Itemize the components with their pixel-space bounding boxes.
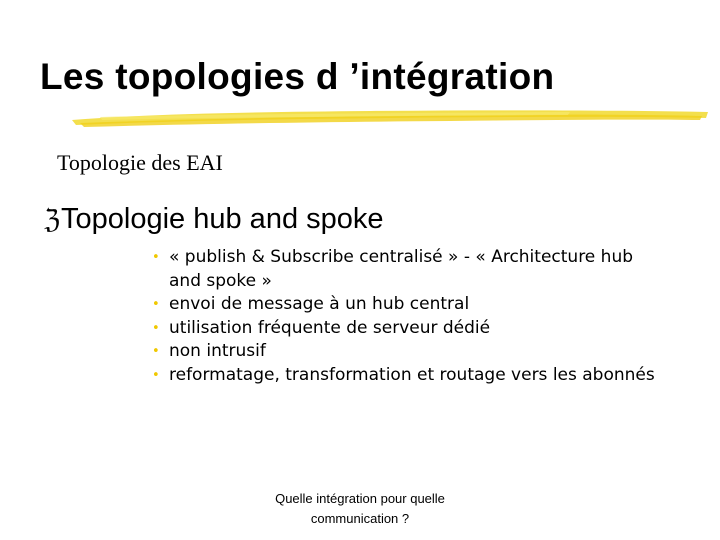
list-item [152,246,692,293]
list-item [152,293,692,317]
list-item [152,364,692,388]
bullet-dot-icon: • [152,320,160,336]
bullet-dot-icon: • [152,297,160,312]
slide-title: Les topologies d ’intégration [40,56,555,97]
z-bullet-icon: ℨ [44,204,61,235]
list-item [152,340,692,364]
list-item-text: « publish & Subscribe centralisé » - « Architecture hub [169,247,634,267]
slide-footer [240,489,480,529]
footer-line-2: communication ? [310,511,410,526]
slide-subtitle: Topologie des EAI [57,150,223,175]
bullet-dot-icon: • [152,344,160,359]
sub-bullet-list [152,246,692,387]
main-bullet [44,203,384,236]
footer-line-1: Quelle intégration pour quelle [275,491,445,506]
list-item [152,317,692,341]
list-item-text: envoi de message à un hub central [169,294,470,314]
list-item-text: reformatage, transformation et routage vers les abonnés [169,364,655,385]
main-bullet-text: Topologie hub and spoke [61,203,384,235]
title-underline [70,104,710,130]
list-item-text: utilisation fréquente de serveur dédié [169,317,491,338]
bullet-dot-icon: • [152,367,160,383]
bullet-dot-icon: • [152,250,160,265]
list-item-text: non intrusif [169,341,266,361]
list-item-text-continued: and spoke » [169,270,272,291]
